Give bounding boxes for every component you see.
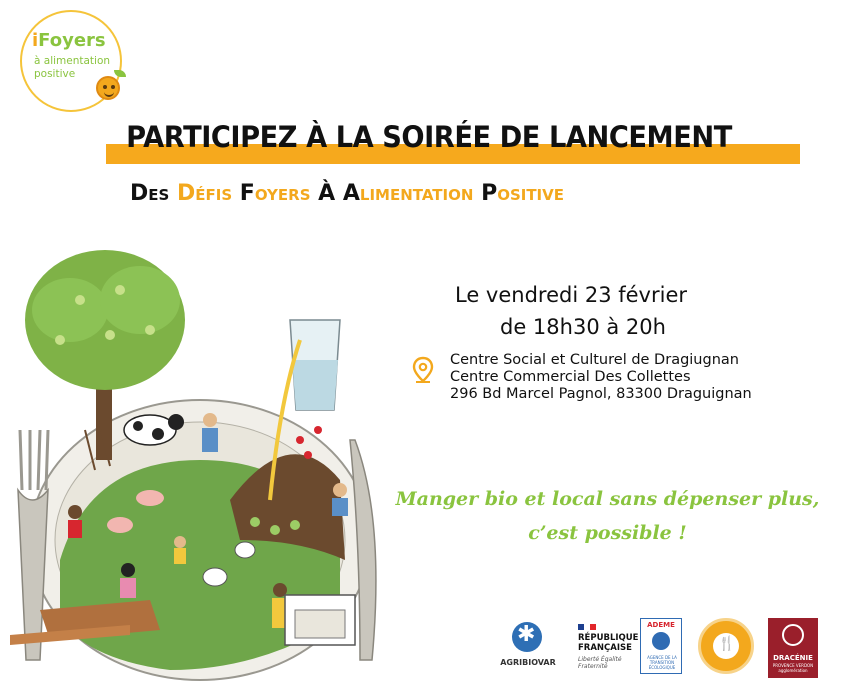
address-line-2: Centre Commercial Des Collettes bbox=[450, 369, 691, 385]
cutlery-icon bbox=[713, 633, 739, 659]
headline-block bbox=[100, 120, 800, 168]
sub-word: Des bbox=[130, 181, 177, 206]
rf-motto: Liberté Égalité Fraternité bbox=[578, 656, 622, 670]
address-line-1: Centre Social et Culturel de Dragiugnan bbox=[450, 352, 739, 368]
agribiovar-logo bbox=[498, 618, 558, 678]
agribiovar-label: AGRIBIOVAR bbox=[500, 658, 556, 667]
subheadline bbox=[130, 181, 790, 206]
sub-word: oyers bbox=[254, 181, 311, 206]
event-time: de 18h30 à 20h bbox=[500, 315, 666, 339]
dracenie-symbol-icon bbox=[782, 624, 804, 646]
sub-initial: P bbox=[481, 181, 498, 206]
french-flag-icon bbox=[578, 624, 596, 630]
farm-plate-illustration bbox=[0, 240, 380, 684]
location-pin-icon bbox=[412, 356, 434, 384]
address-line-3: 296 Bd Marcel Pagnol, 83300 Draguignan bbox=[450, 386, 752, 402]
sub-initial: F bbox=[239, 181, 255, 206]
rf-line-2: FRANÇAISE bbox=[578, 643, 632, 653]
globe-icon bbox=[652, 632, 670, 650]
partner-logos bbox=[498, 618, 828, 680]
foyers-logo bbox=[20, 10, 124, 112]
projet-alimentaire-territorial-logo bbox=[698, 618, 754, 674]
logo-i: i bbox=[32, 30, 39, 51]
orange-mascot-icon bbox=[96, 76, 120, 100]
republique-francaise-logo bbox=[578, 618, 638, 678]
slogan-line-1: Manger bio et local sans dépenser plus, bbox=[395, 488, 820, 510]
dracenie-sublabel: PROVENCE VERDON agglomération bbox=[772, 663, 814, 673]
sub-word: À bbox=[310, 181, 343, 206]
sub-word: limentation bbox=[359, 181, 482, 206]
dracenie-logo bbox=[768, 618, 818, 678]
agribiovar-flower-icon bbox=[512, 622, 542, 652]
slogan-line-2: c’est possible ! bbox=[528, 522, 687, 544]
ademe-sublabel: AGENCE DE LA TRANSITION ÉCOLOGIQUE bbox=[647, 655, 677, 670]
ademe-label: ADEME bbox=[647, 621, 675, 629]
event-date: Le vendredi 23 février bbox=[455, 283, 688, 307]
headline: PARTICIPEZ À LA SOIRÉE DE LANCEMENT bbox=[126, 120, 732, 154]
logo-line-alimentation: à alimentation bbox=[34, 55, 111, 67]
ademe-logo bbox=[640, 618, 682, 674]
sub-initial: D bbox=[176, 181, 196, 206]
sub-initial: A bbox=[342, 181, 360, 206]
rf-line-1: RÉPUBLIQUE bbox=[578, 633, 639, 643]
sub-word: ositive bbox=[497, 181, 564, 206]
logo-foyers: Foyers bbox=[38, 30, 106, 51]
sub-word: éfis bbox=[195, 181, 240, 206]
logo-title bbox=[32, 32, 106, 50]
dracenie-label: DRACÉNIE bbox=[773, 654, 813, 662]
logo-line-positive: positive bbox=[34, 68, 76, 80]
